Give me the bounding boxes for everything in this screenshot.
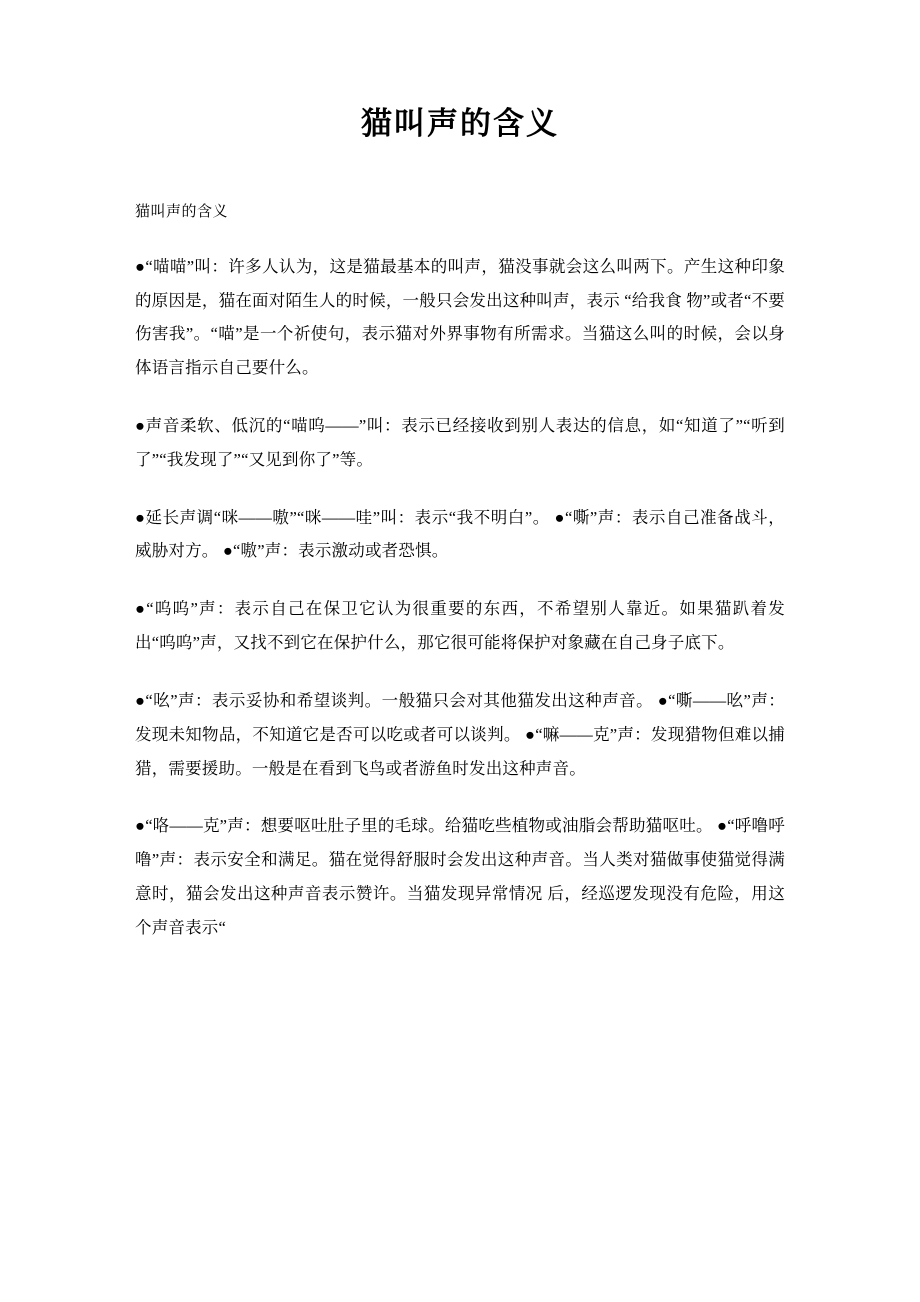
- body-paragraph: ●“咯——克”声：想要呕吐肚子里的毛球。给猫吃些植物或油脂会帮助猫呕吐。 ●“呼噜呼噜”声：表示安全和满足。猫在觉得舒服时会发出这种声音。当人类对猫做事使猫觉得满意时，猫会发出这种声音表示赞许。当猫发现异常情况 后，经巡逻发现没有危险，用这个声音表示“: [135, 816, 785, 937]
- page-title: 猫叫声的含义: [361, 106, 559, 141]
- body-paragraph: ●“呜呜”声：表示自己在保卫它认为很重要的东西，不希望别人靠近。如果猫趴着发出“呜呜”声，又找不到它在保护什么，那它很可能将保护对象藏在自己身子底下。: [135, 599, 785, 653]
- body-paragraph: ●“吆”声：表示妥协和希望谈判。一般猫只会对其他猫发出这种声音。 ●“嘶——吆”声：发现未知物品，不知道它是否可以吃或者可以谈判。 ●“嘛——克”声：发现猎物但难以捕猎，需要援助。一般是在看到飞鸟或者游鱼时发出这种声音。: [135, 690, 785, 778]
- body-paragraph: ●延长声调“咪——嗷”“咪——哇”叫：表示“我不明白”。 ●“嘶”声：表示自己准备战斗，威胁对方。 ●“嗷”声：表示激动或者恐惧。: [135, 507, 785, 561]
- body-paragraph: ●“喵喵”叫：许多人认为，这是猫最基本的叫声，猫没事就会这么叫两下。产生这种印象的原因是，猫在面对陌生人的时候，一般只会发出这种叫声，表示 “给我食 物”或者“不要伤害我”。“喵”是一个祈使句，表示猫对外界事物有所需求。当猫这么叫的时候，会以身体语言指示自己要什么。: [135, 256, 785, 378]
- body-paragraph: ●声音柔软、低沉的“喵呜——”叫：表示已经接收到别人表达的信息，如“知道了”“听到了”“我发现了”“又见到你了”等。: [135, 416, 785, 469]
- document-subtitle: 猫叫声的含义: [135, 204, 229, 221]
